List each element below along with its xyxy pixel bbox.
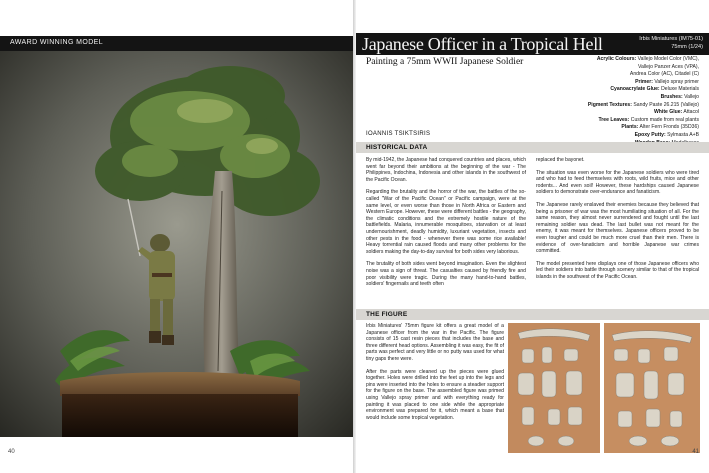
material-value: Sandy Paste 26.215 (Vallejo) (633, 101, 699, 108)
material-value: Alter Fern Fronds (35D36) (639, 124, 699, 131)
historical-column-1 (366, 157, 526, 294)
material-label: White Glue: (653, 109, 683, 116)
material-row (499, 132, 699, 140)
diorama-photo (0, 51, 354, 437)
paragraph: The Japanese rarely enslaved their enemies because they believed that being a prisoner of war was the most humiliating situation of all. For the same reason, they almost never surrendered and fought until the last remaining soldier was dead. The last bullet was not meant for the enemy, it was meant for themselves. Japanese officers proved to be even tougher and could be much more cruel than their men. There is evidence of over-fanaticism and horrible Japanese war crimes committed. (536, 201, 699, 255)
article-subtitle: Painting a 75mm WWII Japanese Soldier (366, 57, 524, 67)
material-row (499, 117, 699, 125)
material-row (499, 124, 699, 132)
historical-column-2 (536, 157, 699, 287)
paragraph: Irbis Miniatures' 75mm figure kit offers a great model of a Japanese officer from the war in the Pacific. The figure consists of 15 cast resin pieces that includes the base and three different head options. Assembling it was easy, the fit of parts was perfect and very little or no putty was used for what tiny gaps there were. (366, 323, 504, 362)
kit-parts-photo-1 (508, 323, 600, 453)
material-label: Pigment Textures: (587, 101, 632, 108)
figure-section-bar (356, 309, 709, 320)
page-number-left: 40 (8, 449, 15, 455)
material-row (499, 71, 699, 79)
materials-list (499, 56, 699, 147)
material-label: Acrylic Colours: (596, 56, 637, 62)
material-label: Brushes: (660, 93, 683, 100)
material-label: Tree Leaves: (598, 116, 630, 123)
material-row (499, 64, 699, 72)
material-value: Deluxe Materials (661, 86, 699, 93)
material-label: Primer: (635, 78, 653, 85)
paragraph: The brutality of both sides went beyond imagination. Even the slightest noise was a sign of threat. The casualties caused by friendly fire and poor visibility were tragic. During the many hand-to-hand battles, soldiers' fingernails and teeth often (366, 261, 526, 288)
paragraph: Regarding the brutality and the horror of the war, the battles of the so-called "War of the Pacific Ocean" or Pacific campaign, were at the same level, or even worse than those in North Africa or Eastern and Western Europe. However, these were different battles - the geography, the climatic conditions and the extremely hostile nature of the battlefields. Malaria, innumerable mosquitoes, starvation or at least undernourishment, deadly humidity, luxuriant vegetation, insects and other pests in the food - whenever there was some rice available! Heavy torrential rain caused floods and many other problems for the soldiers making the day-to-day survival for both sides very laborious. (366, 189, 526, 255)
material-row (499, 109, 699, 117)
kit-scale: 75mm (1/24) (671, 44, 703, 50)
material-row (499, 102, 699, 110)
material-value: Vallejo Model Color (VMC), (637, 56, 699, 62)
material-value: Vallejo Panzer Aces (VPA), (638, 63, 699, 70)
material-value: Andrea Color (AC), Citadel (C) (629, 71, 699, 78)
kit-parts-photo-2 (604, 323, 700, 453)
material-value: Attacol (683, 109, 699, 116)
material-value: Vallejo spray primer (654, 78, 699, 85)
material-value: Custom made from real plants (630, 116, 699, 123)
author-name: IOANNIS TSIKTSIRIS (366, 131, 431, 137)
material-row (499, 79, 699, 87)
material-value: Sylmasta A+B (667, 131, 699, 138)
page-number-right: 41 (692, 449, 699, 455)
figure-heading: THE FIGURE (366, 311, 408, 318)
paragraph: replaced the bayonet. (536, 157, 585, 163)
material-label: Plants: (621, 124, 639, 131)
material-row (499, 56, 699, 64)
article-title: Japanese Officer in a Tropical Hell (362, 34, 603, 54)
figure-column (366, 323, 504, 427)
diorama-image (0, 51, 354, 437)
paragraph: The situation was even worse for the Japanese soldiers who were tired and who had to feed themselves with roots, wild fruits, mice and other rodents... And even soil! However, these hardships caused Japanese soldiers to demonstrate over-endurance and fanaticism. (536, 169, 699, 196)
paragraph: By mid-1942, the Japanese had conquered countries and places, which went far beyond their ambitions at the beginning of the war - The Philippines, Indochina, Indonesia and other islands in the southwest of the Pacific Ocean. (366, 157, 526, 183)
right-page (356, 0, 709, 473)
kit-name: Irbis Miniatures (IM75-01) (639, 36, 703, 42)
historical-heading: HISTORICAL DATA (366, 144, 428, 151)
left-page (0, 0, 354, 473)
kit-info (639, 35, 703, 51)
material-value: Vallejo (684, 93, 699, 100)
paragraph: After the parts were cleaned up the pieces were glued together. Holes were drilled into the feet up into the legs and pins were inserted into the holes to ensure a steadier support for the figure on the base. The assembled figure was primed using Vallejo spray primer and with everything ready for painting it was placed to one side while the appropriate environment was prepared for it, which meant a base that would include some tropical vegetation. (366, 368, 504, 421)
material-row (499, 94, 699, 102)
material-label: Cyanoacrylate Glue: (610, 86, 660, 93)
material-row (499, 86, 699, 94)
paragraph: The model presented here displays one of those Japanese officers who led their soldiers into battle through scenery similar to that of the tropical islands in the southwest of the Pacific Ocean. (536, 260, 699, 280)
section-header: AWARD WINNING MODEL (10, 39, 104, 46)
material-label: Epoxy Putty: (634, 131, 666, 138)
